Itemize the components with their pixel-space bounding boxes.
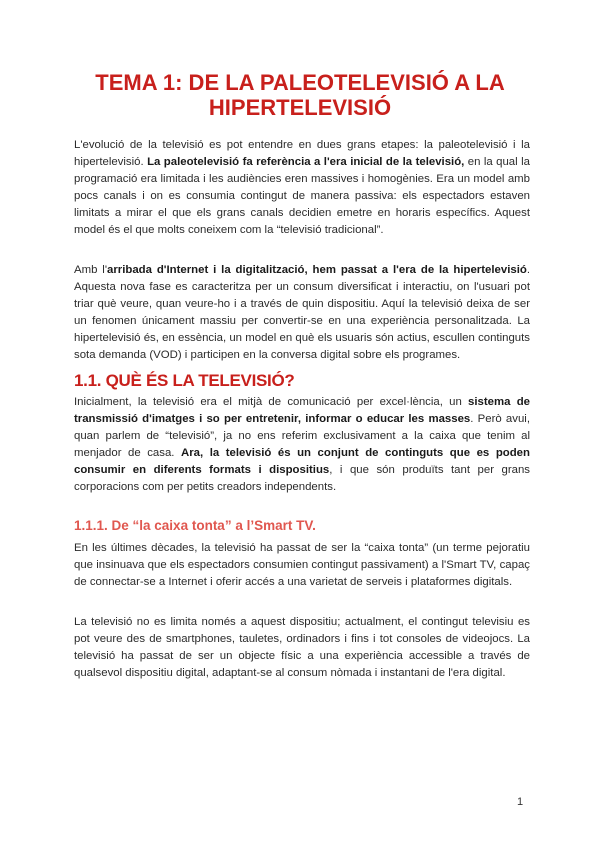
paragraph-hypertelevision: [74, 262, 530, 364]
paragraph-hyper-text-c: . Aquesta nova fase es caracteritza per un consum diversificat i interactiu, on l'usuari pot triar què veure, quan veure-ho i a través de quin dispositiu. Aquí la televisió deixa de ser un fenomen únicament massiu per convertir-se en una experiència personalitzada. La hipertelevisió és, en essència, un model en què els usuaris són actius, escullen continguts sota demanda (VOD) i participen en la conversa digital sobre els programes.: [74, 264, 530, 361]
paragraph-intro-bold: La paleotelevisió fa referència a l'era inicial de la televisió,: [147, 156, 465, 168]
paragraph-intro-text-c: en la qual la programació era limitada i les audiències eren massives i homogènies. Era un model amb pocs canals i on es consumia contingut de manera passiva: els espectadors estaven limitats a mirar el que els grans canals decidien emetre en horaris específics. Aquest model és el que molts coneixem com la “televisió tradicional”.: [74, 156, 530, 236]
section-heading-1-1: 1.1. QUÈ ÉS LA TELEVISIÓ?: [74, 371, 295, 390]
paragraph-hyper-text-a: Amb l': [74, 264, 107, 276]
paragraph-smart-tv: En les últimes dècades, la televisió ha passat de ser la “caixa tonta” (un terme pejoratiu que insinuava que els espectadors consumien contingut passivament) a l'Smart TV, capaç de connectar-se a Internet i oferir accés a una varietat de serveis i plataformes digitals.: [74, 542, 530, 588]
page-title: [60, 70, 540, 120]
paragraph-hyper-bold: arribada d'Internet i la digitalització, hem passat a l'era de la hipertelevisió: [107, 264, 527, 276]
paragraph-tv-bold-2: Ara, la televisió és un conjunt de continguts que es poden consumir en diferents formats i dispositius: [74, 447, 530, 476]
title-line-2: HIPERTELEVISIÓ: [208, 95, 392, 120]
page-number: 1: [517, 796, 524, 808]
paragraph-intro: [74, 137, 530, 239]
title-line-1: TEMA 1: DE LA PALEOTELEVISIÓ A LA: [95, 70, 505, 95]
paragraph-what-is-tv: [74, 394, 530, 496]
paragraph-tv-text-e: , i que són produïts tant per grans corporacions com per petits creadors independents.: [74, 464, 530, 493]
paragraph-tv-text-c: . Però avui, quan parlem de “televisió”, ja no ens referim exclusivament a la caixa que tenim al menjador de casa.: [74, 413, 530, 459]
subsection-heading-1-1-1: 1.1.1. De “la caixa tonta” a l’Smart TV.: [74, 518, 316, 533]
paragraph-tv-bold-1: sistema de transmissió d'imatges i so per entretenir, informar o educar les masses: [74, 396, 530, 425]
paragraph-intro-text-a: L'evolució de la televisió es pot entendre en dues grans etapes: la paleotelevisió i la hipertelevisió.: [74, 139, 530, 168]
paragraph-devices: La televisió no es limita només a aquest dispositiu; actualment, el contingut televisiu es pot veure des de smartphones, tauletes, ordinadors i fins i tot consoles de videojocs. La televisió ha passat de ser un objecte físic a una experiència accessible a través de qualsevol dispositiu digital, adaptant-se al consum nòmada i instantani de l'era digital.: [74, 616, 530, 679]
paragraph-tv-text-a: Inicialment, la televisió era el mitjà de comunicació per excel·lència, un: [74, 396, 469, 408]
